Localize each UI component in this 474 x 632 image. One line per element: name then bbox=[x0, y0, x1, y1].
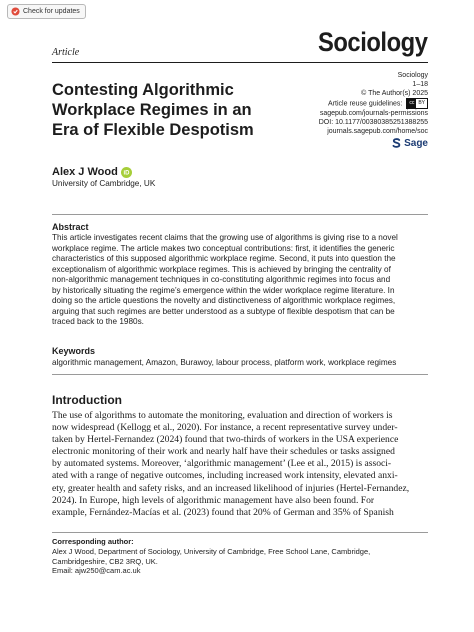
abstract-line: traced back to the 1980s. bbox=[52, 317, 144, 326]
cc-badge-part: cc bbox=[409, 100, 415, 106]
abstract-line: doing so the article questions the novelty and distinctiveness of algorithmic workplace regimes, bbox=[52, 296, 396, 305]
keywords-bottom-divider bbox=[52, 374, 428, 375]
abstract-top-divider bbox=[52, 214, 428, 215]
sage-logo-icon bbox=[392, 138, 401, 148]
check-for-updates-icon bbox=[11, 7, 20, 16]
keywords-text: algorithmic management, Amazon, Burawoy, labour process, platform work, workplace regimes bbox=[52, 358, 397, 367]
corresponding-author-line: Cambridgeshire, CB2 3RQ, UK. bbox=[52, 556, 158, 566]
title-line: Era of Flexible Despotism bbox=[52, 121, 254, 139]
abstract-heading: Abstract bbox=[52, 222, 89, 232]
meta-reuse-label: Article reuse guidelines: bbox=[328, 100, 403, 108]
svg-text:iD: iD bbox=[123, 170, 130, 177]
corresponding-author-line: Alex J Wood, Department of Sociology, University of Cambridge, Free School Lane, Cambridge, bbox=[52, 547, 371, 556]
introduction-line: taken by Hertel-Fernandez (2024) found that two-thirds of workers in the USA experience bbox=[52, 434, 399, 446]
header-divider bbox=[52, 62, 428, 63]
check-for-updates-label: Check for updates bbox=[23, 8, 80, 15]
article-type-label: Article bbox=[52, 47, 80, 58]
title-line: Contesting Algorithmic bbox=[52, 81, 234, 99]
meta-pages: 1–18 bbox=[412, 81, 428, 88]
corresponding-author-heading: Corresponding author: bbox=[52, 537, 134, 546]
check-for-updates-button[interactable] bbox=[7, 4, 86, 19]
abstract-line: exceptionalism of algorithmic workplace regimes. This is achieved by bringing the centrality of bbox=[52, 264, 391, 274]
introduction-line: example, Fernández-Macías et al. (2023) found that 20% of German and 35% of Spanish bbox=[52, 506, 394, 518]
abstract-text bbox=[52, 233, 428, 328]
meta-reuse-link[interactable]: sagepub.com/journals-permissions bbox=[319, 110, 428, 117]
introduction-text bbox=[52, 410, 428, 519]
abstract-line: arguing that such regimes are better understood as a subtype of flexible despotism that can be bbox=[52, 306, 395, 316]
abstract-line: by historically situating the regime’s emergence within the wider workplace regime literature. In bbox=[52, 285, 395, 295]
introduction-line: electronic monitoring of their work and nearly half have their schedules or tasks assigned bbox=[52, 446, 395, 458]
introduction-line: now widespread (Kellogg et al., 2020). For instance, a recent representative survey under- bbox=[52, 422, 398, 434]
meta-reuse bbox=[278, 98, 428, 109]
by-badge-part: BY bbox=[418, 100, 425, 106]
introduction-line: 2024). In Europe, high levels of algorithmic management have also been found. For bbox=[52, 494, 375, 506]
corresponding-author-details bbox=[52, 547, 428, 576]
abstract-line: non-algorithmic management techniques in co-constituting algorithmic regimes into focus and bbox=[52, 275, 391, 284]
author-name bbox=[52, 166, 132, 178]
corresponding-author-divider bbox=[52, 532, 428, 533]
article-metadata bbox=[278, 71, 428, 148]
publisher-logo bbox=[278, 138, 428, 148]
author-affiliation: University of Cambridge, UK bbox=[52, 179, 156, 188]
abstract-line: This article investigates recent claims that the growing use of algorithms is giving rise to a novel bbox=[52, 233, 398, 242]
meta-journal: Sociology bbox=[397, 72, 428, 79]
introduction-heading: Introduction bbox=[52, 393, 122, 407]
author-name-text: Alex J Wood bbox=[52, 166, 118, 178]
introduction-line: ated with a range of negative outcomes, including increased work intensity, elevated anxi- bbox=[52, 470, 398, 482]
corresponding-author-email[interactable]: Email: ajw250@cam.ac.uk bbox=[52, 566, 141, 575]
introduction-line: ety, greater health and safety risks, and an increased likelihood of injuries (Hertel-Fernandez, bbox=[52, 482, 410, 494]
abstract-line: workplace regime. The article makes two conceptual contributions: first, it identifies the generic bbox=[52, 243, 395, 253]
orcid-icon[interactable] bbox=[121, 167, 132, 178]
introduction-line: by automated systems. Moreover, ‘algorithmic management’ (Lee et al., 2015) is associ- bbox=[52, 458, 392, 470]
publisher-name: Sage bbox=[404, 137, 428, 149]
meta-journal-link[interactable]: journals.sagepub.com/home/soc bbox=[327, 128, 428, 135]
title-line: Workplace Regimes in an bbox=[52, 101, 252, 119]
introduction-line: The use of algorithms to automate the monitoring, evaluation and direction of workers is bbox=[52, 410, 393, 421]
keywords-heading: Keywords bbox=[52, 346, 96, 356]
meta-copyright: © The Author(s) 2025 bbox=[361, 90, 428, 97]
cc-by-license-badge[interactable] bbox=[406, 98, 428, 109]
meta-doi[interactable]: DOI: 10.1177/00380385251388255 bbox=[318, 119, 428, 126]
paper-title bbox=[52, 80, 302, 140]
journal-name: Sociology bbox=[318, 27, 428, 57]
abstract-line: characteristics of this supposed algorithmic workplace regime. Second, it puts into question the bbox=[52, 254, 396, 263]
